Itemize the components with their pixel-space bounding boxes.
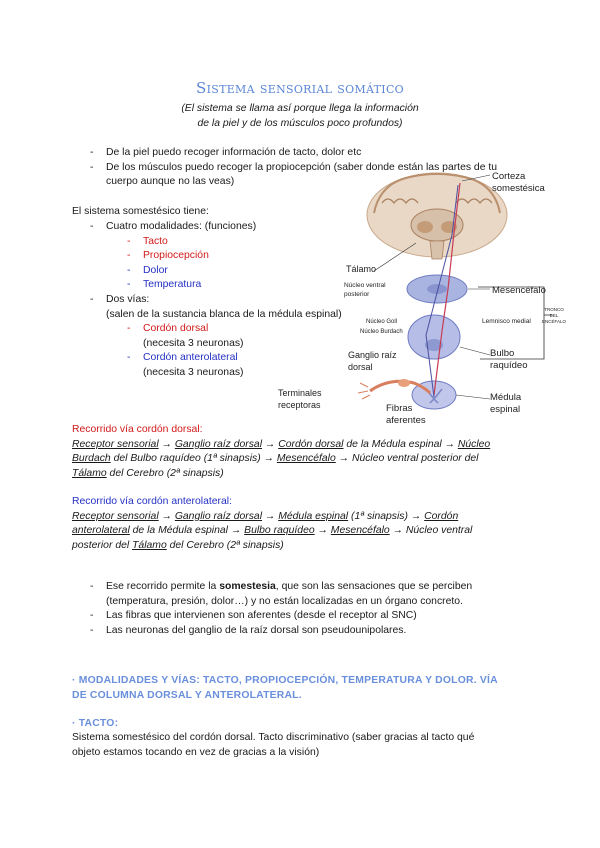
anterolateral-route-line-3: posterior del Tálamo del Cerebro (2ª sinapsis) (72, 539, 284, 551)
anterolateral-route (72, 495, 522, 553)
anterolateral-route-line-1: Receptor sensorial → Ganglio raíz dorsal → Médula espinal (1ª sinapsis) → Cordón (72, 510, 459, 522)
system-heading: El sistema somestésico tiene: (72, 206, 209, 217)
label-medula-2: espinal (490, 404, 521, 415)
label-nucleo-ventral-1: Núcleo ventral (344, 282, 386, 289)
label-corteza: Corteza (492, 171, 526, 182)
label-fibras-1: Fibras (386, 403, 413, 414)
list-item: - Las neuronas del ganglio de la raíz dorsal son pseudounipolares. (90, 624, 407, 636)
list-item-continuation: cuerpo aunque no las veas) (106, 176, 235, 188)
page-title: Sistema sensorial somático (196, 79, 404, 97)
label-tronco-3: ENCÉFALO (541, 319, 567, 324)
list-item: - De la piel puedo recoger información de tacto, dolor etc (90, 147, 362, 158)
dorsal-route-line-2: Burdach del Bulbo raquídeo (1ª sinapsis) → Mesencéfalo → Núcleo ventral posterior del (72, 453, 479, 465)
label-mesencefalo: Mesencéfalo (492, 285, 546, 296)
modality-tacto: - Tacto (127, 235, 168, 247)
label-fibras-2: aferentes (386, 415, 426, 426)
somatosensory-pathway-figure (278, 163, 592, 426)
subtitle-line-1: (El sistema se llama así porque llega la información (181, 103, 419, 114)
section-modalidades-heading: · MODALIDADES Y VÍAS: TACTO, PROPIOCEPCIÓN, TEMPERATURA Y DOLOR. VÍA DE COLUMNA DORSAL Y ANTEROLATERAL. (72, 675, 498, 701)
mesencephalon-illustration (407, 275, 467, 303)
list-item-continuation: (temperatura, presión, dolor…) y no están localizadas en un órgano concreto. (106, 595, 463, 607)
label-medula-1: Médula (490, 392, 522, 403)
vias-note: (salen de la sustancia blanca de la médula espinal) (106, 308, 342, 320)
dorsal-route-heading: Recorrido vía cordón dorsal: (72, 424, 203, 435)
list-item: - Ese recorrido permite la somestesia, que son las sensaciones que se perciben (90, 581, 473, 592)
label-lemnisco-medial: Lemnisco medial (482, 318, 531, 325)
via-cordon-anterolateral: - Cordón anterolateral (127, 352, 238, 364)
label-terminales-2: receptoras (278, 400, 321, 410)
label-ganglio-2: dorsal (348, 362, 373, 372)
label-somestesica: somestésica (492, 183, 545, 194)
dorsal-route-line-1: Receptor sensorial → Ganglio raíz dorsal → Cordón dorsal de la Médula espinal → Núcleo (72, 438, 491, 450)
subtitle (0, 102, 600, 131)
ganglion-illustration (398, 379, 410, 387)
modalities-label: - Cuatro modalidades: (funciones) (90, 221, 257, 232)
medulla-illustration (408, 315, 460, 359)
anterolateral-route-line-2: anterolateral de la Médula espinal → Bulbo raquídeo → Mesencéfalo → Núcleo ventral (72, 525, 473, 537)
receptor-terminals-illustration (358, 383, 370, 399)
brain-section-illustration (367, 173, 507, 259)
label-nucleo-ventral-2: posterior (344, 291, 370, 298)
label-bulbo-1: Bulbo (490, 348, 515, 359)
system-list (90, 220, 370, 381)
notes-list (90, 580, 530, 638)
label-nucleo-goll: Núcleo Goll (366, 319, 398, 325)
anterolateral-route-heading: Recorrido vía cordón anterolateral: (72, 496, 232, 507)
vias-label: - Dos vías: (90, 293, 150, 305)
modality-temperatura: - Temperatura (127, 279, 202, 291)
label-nucleo-burdach: Núcleo Burdach (360, 329, 403, 335)
subtitle-line-2: de la piel y de los músculos poco profundos) (197, 117, 403, 129)
dorsal-route (72, 423, 522, 481)
modality-propiocepcion: - Propiocepción (127, 250, 209, 262)
label-tronco-1: TRONCO (544, 307, 564, 312)
list-item: - De los músculos puedo recoger la propiocepción (saber donde están las partes de tu (90, 161, 498, 173)
via-cordon-dorsal: - Cordón dorsal (127, 323, 209, 335)
label-bulbo-2: raquídeo (490, 360, 528, 371)
list-item: - Las fibras que intervienen son aferentes (desde el receptor al SNC) (90, 610, 417, 622)
modality-dolor: - Dolor (127, 264, 168, 276)
modalities-list (90, 235, 370, 293)
vias-list: - Cordón dorsal (necesita 3 neuronas) - Cordón anterolateral (necesita 3 neuronas) (90, 322, 370, 380)
label-ganglio-1: Ganglio raíz (348, 350, 397, 360)
section-tacto-body: Sistema somestésico del cordón dorsal. Tacto discriminativo (saber gracias al tacto qué objeto estamos tocando en vez de gracias a la visión) (72, 732, 475, 758)
section-tacto-heading: · TACTO: (72, 718, 119, 729)
label-terminales-1: Terminales (278, 388, 322, 398)
label-tronco-2: DEL (549, 313, 559, 318)
dorsal-route-line-3: Tálamo del Cerebro (2ª sinapsis) (72, 467, 224, 479)
label-talamo: Tálamo (346, 264, 377, 274)
